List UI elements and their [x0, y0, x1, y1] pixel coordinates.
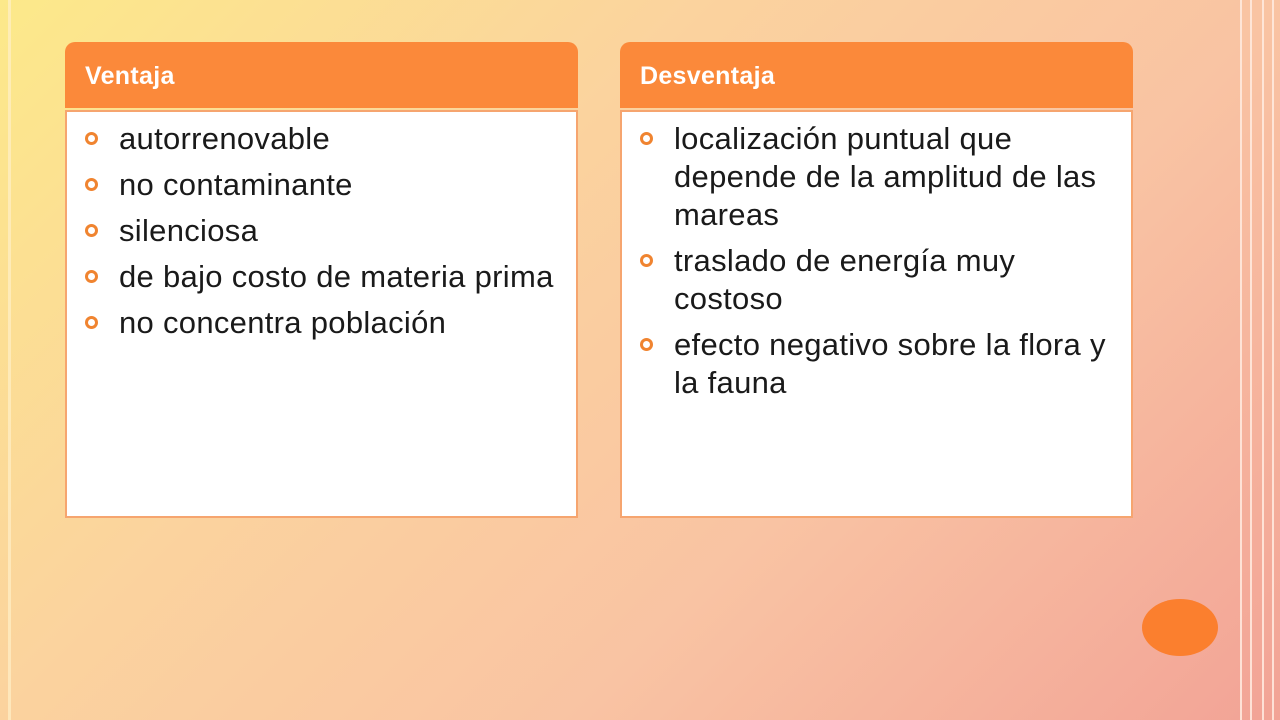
- list-item: [85, 304, 564, 342]
- list-item-text: autorrenovable: [119, 121, 331, 156]
- list-item: [640, 242, 1119, 318]
- ventaja-panel: [65, 42, 578, 518]
- desventaja-list: [620, 110, 1133, 518]
- list-item-text: no concentra población: [119, 305, 447, 340]
- navigation-dot-icon[interactable]: [1142, 599, 1218, 656]
- ventaja-header: Ventaja: [65, 42, 578, 108]
- circle-bullet-icon: [640, 254, 653, 267]
- list-item-text: traslado de energía muy costoso: [674, 243, 1016, 316]
- list-item-text: efecto negativo sobre la flora y la fauna: [674, 327, 1106, 400]
- desventaja-panel: [620, 42, 1133, 518]
- list-item: [85, 258, 564, 296]
- list-item: [640, 326, 1119, 402]
- right-decorative-line: [1262, 0, 1264, 720]
- list-item-text: de bajo costo de materia prima: [119, 259, 554, 294]
- desventaja-header: Desventaja: [620, 42, 1133, 108]
- list-item-text: silenciosa: [119, 213, 259, 248]
- list-item: [85, 212, 564, 250]
- ventaja-list: [65, 110, 578, 518]
- list-item: [640, 120, 1119, 234]
- circle-bullet-icon: [85, 178, 98, 191]
- list-item: [85, 166, 564, 204]
- circle-bullet-icon: [85, 224, 98, 237]
- right-decorative-line: [1250, 0, 1252, 720]
- list-item: [85, 120, 564, 158]
- circle-bullet-icon: [85, 270, 98, 283]
- list-item-text: localización puntual que depende de la amplitud de las mareas: [674, 121, 1097, 232]
- list-item-text: no contaminante: [119, 167, 353, 202]
- right-decorative-line: [1240, 0, 1242, 720]
- right-decorative-line: [1272, 0, 1274, 720]
- circle-bullet-icon: [85, 132, 98, 145]
- left-decorative-line: [8, 0, 11, 720]
- circle-bullet-icon: [640, 132, 653, 145]
- circle-bullet-icon: [640, 338, 653, 351]
- circle-bullet-icon: [85, 316, 98, 329]
